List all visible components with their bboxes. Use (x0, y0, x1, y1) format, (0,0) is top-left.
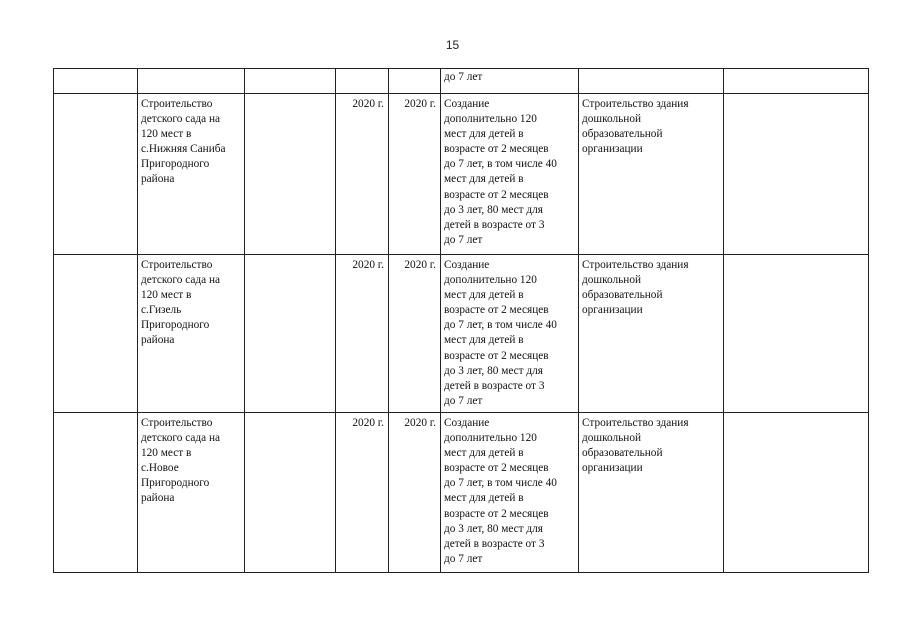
cell-activity: Строительство здания дошкольной образовательной организации (579, 255, 724, 413)
cell-start-year: 2020 г. (336, 255, 389, 413)
cell-start-year: 2020 г. (336, 413, 389, 573)
cell-object: Строительство детского сада на 120 мест в с.Нижняя Саниба Пригородного района (138, 94, 245, 255)
cell-empty-last (724, 94, 869, 255)
cell-empty (245, 413, 336, 573)
cell-end-year: 2020 г. (389, 413, 441, 573)
cell-activity (579, 69, 724, 94)
data-table (53, 68, 869, 573)
cell-result: Создание дополнительно 120 мест для детей в возрасте от 2 месяцев до 7 лет, в том числе 40 мест для детей в возрасте от 2 месяцев до 3 лет, 80 мест для детей в возрасте от 3 до 7 лет (441, 255, 579, 413)
cell-number (54, 94, 138, 255)
table-row (54, 94, 869, 255)
cell-result: до 7 лет (441, 69, 579, 94)
cell-empty (245, 94, 336, 255)
cell-empty-last (724, 413, 869, 573)
cell-end-year: 2020 г. (389, 255, 441, 413)
cell-object (138, 69, 245, 94)
cell-empty (245, 69, 336, 94)
cell-end-year: 2020 г. (389, 94, 441, 255)
cell-empty (245, 255, 336, 413)
cell-number (54, 413, 138, 573)
cell-object: Строительство детского сада на 120 мест в с.Новое Пригородного района (138, 413, 245, 573)
table-row (54, 69, 869, 94)
cell-start-year (336, 69, 389, 94)
cell-result: Создание дополнительно 120 мест для детей в возрасте от 2 месяцев до 7 лет, в том числе 40 мест для детей в возрасте от 2 месяцев до 3 лет, 80 мест для детей в возрасте от 3 до 7 лет (441, 413, 579, 573)
cell-end-year (389, 69, 441, 94)
cell-object: Строительство детского сада на 120 мест в с.Гизель Пригородного района (138, 255, 245, 413)
cell-empty-last (724, 255, 869, 413)
cell-empty-last (724, 69, 869, 94)
table-row (54, 255, 869, 413)
cell-result: Создание дополнительно 120 мест для детей в возрасте от 2 месяцев до 7 лет, в том числе 40 мест для детей в возрасте от 2 месяцев до 3 лет, 80 мест для детей в возрасте от 3 до 7 лет (441, 94, 579, 255)
cell-start-year: 2020 г. (336, 94, 389, 255)
cell-activity: Строительство здания дошкольной образовательной организации (579, 413, 724, 573)
cell-number (54, 69, 138, 94)
cell-number (54, 255, 138, 413)
table-row (54, 413, 869, 573)
cell-activity: Строительство здания дошкольной образовательной организации (579, 94, 724, 255)
page-number: 15 (445, 38, 460, 52)
